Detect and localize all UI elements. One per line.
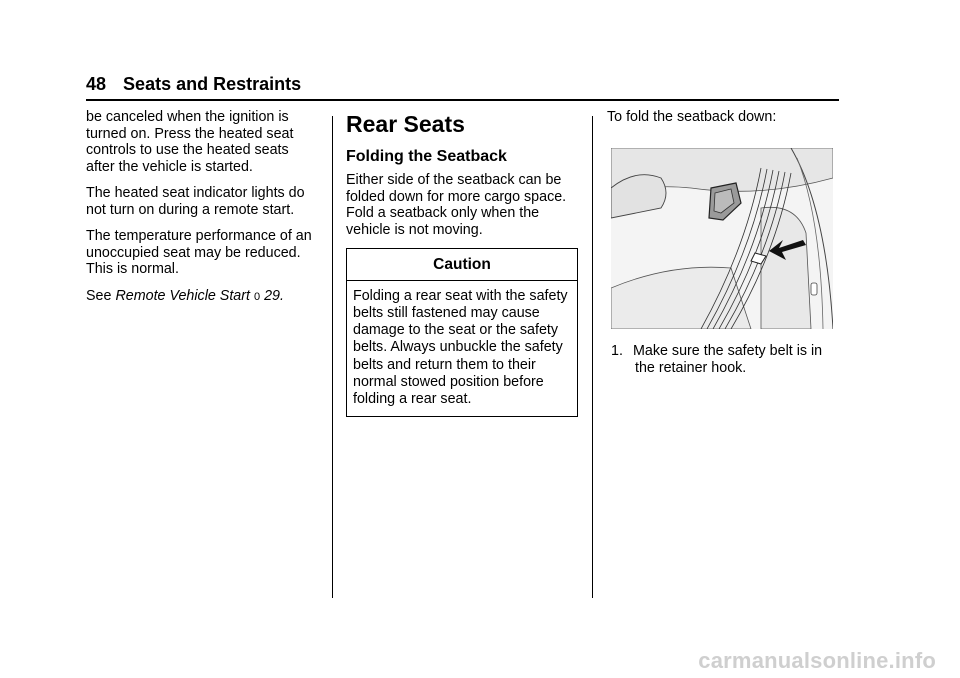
step-text-line-2: the retainer hook.	[635, 359, 747, 376]
paragraph: Either side of the seatback can be folded down for more cargo space. Fold a seatback only when the vehicle is not moving.	[346, 172, 567, 238]
column-2	[346, 109, 582, 417]
step-1	[611, 343, 836, 376]
see-reference	[86, 288, 318, 306]
caution-text: Folding a rear seat with the safety belts still fastened may cause damage to the seat or the safety belts. Always unbuckle the safety belts and return them to their normal stowed position before folding a rear seat.	[353, 287, 568, 408]
step-text-line-1: Make sure the safety belt is in	[633, 343, 823, 359]
page-reference-arrow-icon: 0	[253, 290, 261, 303]
seatback-illustration	[611, 148, 833, 329]
header-rule	[86, 99, 839, 101]
page-header	[86, 74, 301, 95]
column-3	[607, 109, 839, 136]
seat-belt-retainer-illustration	[611, 148, 833, 329]
column-divider-2	[592, 116, 593, 598]
caution-box	[346, 248, 578, 417]
watermark: carmanualsonline.info	[698, 648, 936, 673]
section-title: Seats and Restraints	[123, 74, 302, 94]
cross-reference-link[interactable]: Remote Vehicle Start	[115, 287, 250, 304]
column-divider-1	[332, 116, 333, 598]
paragraph: The temperature performance of an unoccupied seat may be reduced. This is normal.	[86, 228, 312, 277]
page-number: 48	[86, 74, 107, 94]
step-number: 1.	[611, 343, 623, 359]
section-heading: Rear Seats	[346, 111, 465, 137]
paragraph: The heated seat indicator lights do not turn on during a remote start.	[86, 185, 305, 218]
paragraph: be canceled when the ignition is turned on. Press the heated seat controls to use the heated seats after the vehicle is started.	[86, 109, 294, 175]
subsection-heading: Folding the Seatback	[346, 148, 507, 165]
paragraph: To fold the seatback down:	[607, 109, 777, 125]
column-1	[86, 109, 318, 315]
caution-title: Caution	[347, 249, 577, 281]
see-prefix: See	[86, 287, 112, 304]
page-reference[interactable]: 29.	[264, 287, 284, 304]
